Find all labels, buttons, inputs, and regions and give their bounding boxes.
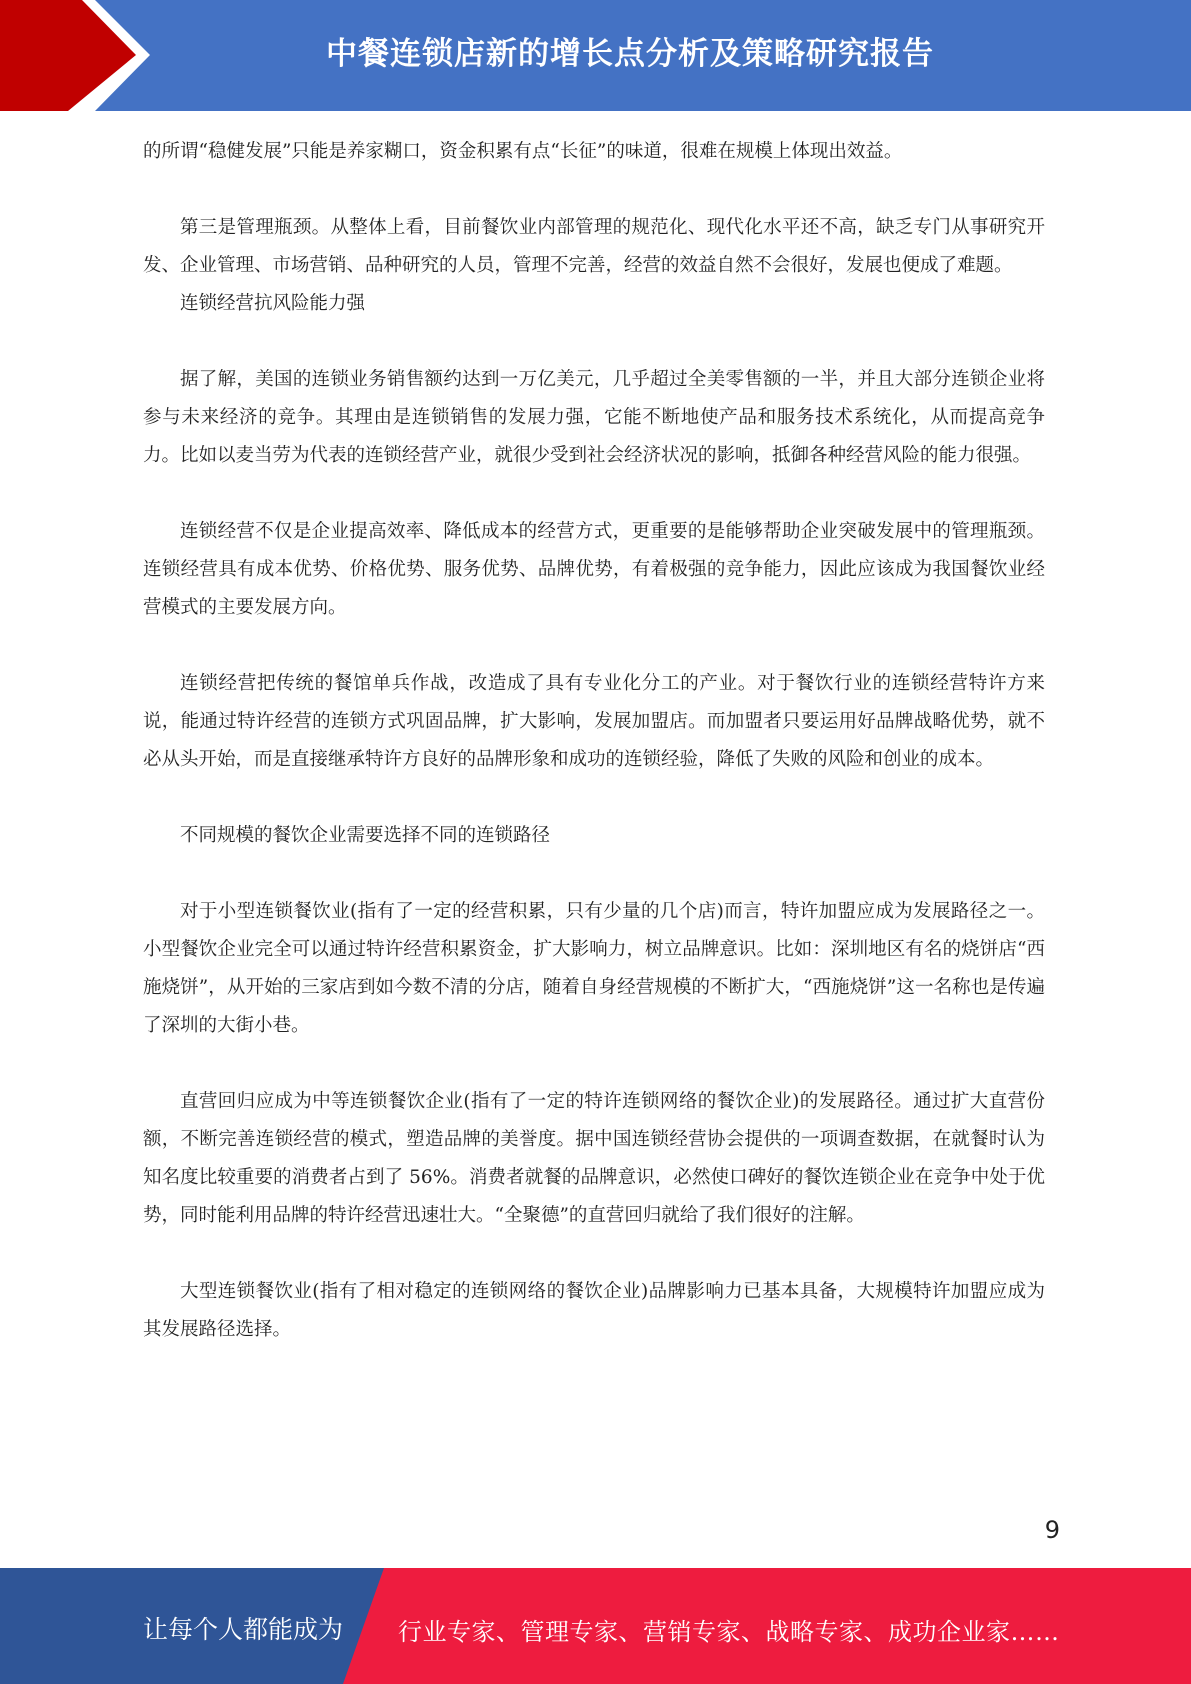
header-red-chevron bbox=[0, 0, 136, 111]
paragraph: 据了解，美国的连锁业务销售额约达到一万亿美元，几乎超过全美零售额的一半，并且大部分连锁企业将参与未来经济的竞争。其理由是连锁销售的发展力强，它能不断地使产品和服务技术系统化，从而提高竞争力。比如以麦当劳为代表的连锁经营产业，就很少受到社会经济状况的影响，抵御各种经营风险的能力很强。 bbox=[143, 369, 1045, 466]
paragraph: 对于小型连锁餐饮业(指有了一定的经营积累，只有少量的几个店)而言，特许加盟应成为发展路径之一。小型餐饮企业完全可以通过特许经营积累资金，扩大影响力，树立品牌意识。比如：深圳地区有名的烧饼店“西施烧饼”，从开始的三家店到如今数不清的分店，随着自身经营规模的不断扩大，“西施烧饼”这一名称也是传遍了深圳的大街小巷。 bbox=[143, 901, 1045, 1036]
paragraph: 连锁经营把传统的餐馆单兵作战，改造成了具有专业化分工的产业。对于餐饮行业的连锁经营特许方来说，能通过特许经营的连锁方式巩固品牌，扩大影响，发展加盟店。而加盟者只要运用好品牌战略优势，就不必从头开始，而是直接继承特许方良好的品牌形象和成功的连锁经验，降低了失败的风险和创业的成本。 bbox=[143, 673, 1045, 770]
page-footer bbox=[0, 1568, 1191, 1684]
paragraph: 连锁经营不仅是企业提高效率、降低成本的经营方式，更重要的是能够帮助企业突破发展中的管理瓶颈。连锁经营具有成本优势、价格优势、服务优势、品牌优势，有着极强的竞争能力，因此应该成为我国餐饮业经营模式的主要发展方向。 bbox=[143, 521, 1045, 618]
paragraph: 第三是管理瓶颈。从整体上看，目前餐饮业内部管理的规范化、现代化水平还不高，缺乏专门从事研究开发、企业管理、市场营销、品种研究的人员，管理不完善，经营的效益自然不会很好，发展也便成了难题。 bbox=[143, 217, 1045, 276]
paragraph: 直营回归应成为中等连锁餐饮企业(指有了一定的特许连锁网络的餐饮企业)的发展路径。通过扩大直营份额，不断完善连锁经营的模式，塑造品牌的美誉度。据中国连锁经营协会提供的一项调查数据，在就餐时认为知名度比较重要的消费者占到了 56%。消费者就餐的品牌意识，必然使口碑好的餐饮连锁企业在竞争中处于优势，同时能利用品牌的特许经营迅速壮大。“全聚德”的直营回归就给了我们很好的注解。 bbox=[143, 1091, 1045, 1226]
section-heading: 不同规模的餐饮企业需要选择不同的连锁路径 bbox=[180, 825, 551, 846]
paragraph: 大型连锁餐饮业(指有了相对稳定的连锁网络的餐饮企业)品牌影响力已基本具备，大规模特许加盟应成为其发展路径选择。 bbox=[143, 1281, 1045, 1340]
section-heading: 连锁经营抗风险能力强 bbox=[180, 293, 366, 314]
footer-slogan-right: 行业专家、管理专家、营销专家、战略专家、成功企业家…… bbox=[398, 1618, 1060, 1646]
document-body bbox=[143, 133, 1045, 1349]
page-number: 9 bbox=[1044, 1516, 1060, 1544]
page-title: 中餐连锁店新的增长点分析及策略研究报告 bbox=[326, 36, 934, 72]
footer-slogan-left: 让每个人都能成为 bbox=[143, 1615, 344, 1644]
page-header bbox=[0, 0, 1191, 111]
paragraph-continuation: 的所谓“稳健发展”只能是养家糊口，资金积累有点“长征”的味道，很难在规模上体现出效益。 bbox=[143, 141, 903, 162]
